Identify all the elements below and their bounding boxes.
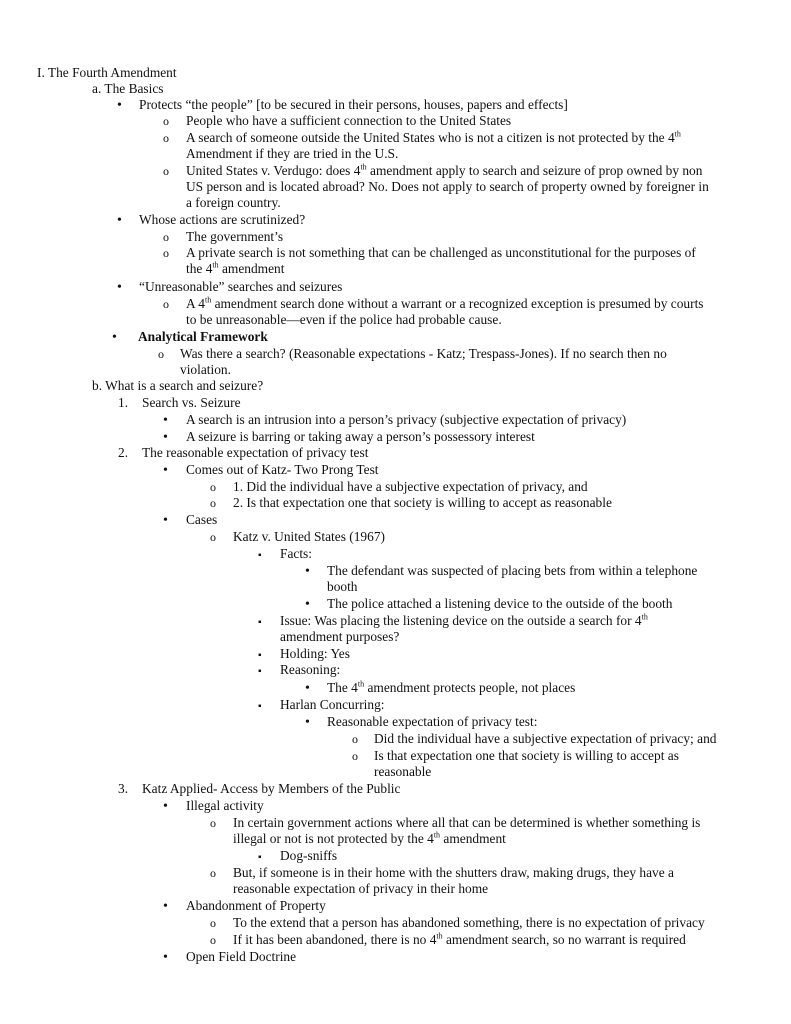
outline-item: If it has been abandoned, there is no 4th amendment search, so no warrant is required — [233, 931, 686, 947]
outline-item-cont: the 4th amendment — [186, 260, 285, 276]
circle-bullet-icon — [163, 113, 169, 129]
outline-item: Facts: — [280, 546, 312, 561]
list-number: 3. — [118, 781, 129, 796]
outline-item: The 4th amendment protects people, not places — [327, 679, 576, 695]
bullet-icon — [163, 898, 168, 915]
bullet-icon — [305, 714, 310, 731]
list-number: 2. — [118, 445, 129, 460]
circle-bullet-icon — [210, 865, 216, 881]
outline-item: A seizure is barring or taking away a person’s possessory interest — [186, 429, 535, 444]
bullet-icon — [163, 798, 168, 815]
outline-item: The defendant was suspected of placing bets from within a telephone — [327, 563, 698, 578]
bullet-icon — [305, 680, 310, 697]
square-bullet-icon — [258, 662, 262, 680]
subsection-heading: a. The Basics — [92, 81, 164, 96]
outline-item-cont: reasonable — [374, 764, 432, 779]
square-bullet-icon — [258, 848, 262, 866]
circle-bullet-icon — [352, 748, 358, 764]
square-bullet-icon — [258, 613, 262, 631]
square-bullet-icon — [258, 546, 262, 564]
outline-item: Protects “the people” [to be secured in their persons, houses, papers and effects] — [139, 97, 568, 112]
bullet-icon — [117, 279, 122, 296]
outline-item: Whose actions are scrutinized? — [139, 212, 306, 227]
bullet-icon — [163, 949, 168, 966]
outline-item: Search vs. Seizure — [142, 395, 241, 410]
bullet-icon — [163, 462, 168, 479]
subsection-heading: b. What is a search and seizure? — [92, 378, 264, 393]
bullet-icon — [112, 329, 117, 346]
outline-item: A search of someone outside the United States who is not a citizen is not protected by the 4th — [186, 129, 681, 145]
outline-item: “Unreasonable” searches and seizures — [139, 279, 343, 294]
outline-item: The government’s — [186, 229, 284, 244]
square-bullet-icon — [258, 697, 262, 715]
outline-item: United States v. Verdugo: does 4th amendment apply to search and seizure of prop owned by non — [186, 162, 703, 178]
outline-item-cont: Amendment if they are tried in the U.S. — [186, 146, 399, 161]
outline-item: Issue: Was placing the listening device on the outside a search for 4th — [280, 612, 648, 628]
outline-item: The reasonable expectation of privacy test — [142, 445, 369, 460]
bullet-icon — [163, 512, 168, 529]
outline-item: Open Field Doctrine — [186, 949, 297, 964]
list-number: 1. — [118, 395, 129, 410]
bullet-icon — [117, 97, 122, 114]
outline-item: But, if someone is in their home with the shutters draw, making drugs, they have a — [233, 865, 674, 880]
outline-item-cont: a foreign country. — [186, 195, 281, 210]
outline-item: 1. Did the individual have a subjective expectation of privacy, and — [233, 479, 588, 494]
outline-item: Did the individual have a subjective expectation of privacy; and — [374, 731, 717, 746]
outline-item-cont: to be unreasonable—even if the police had probable cause. — [186, 312, 502, 327]
outline-item-cont: violation. — [180, 362, 231, 377]
circle-bullet-icon — [163, 229, 169, 245]
outline-item: Katz v. United States (1967) — [233, 529, 385, 544]
outline-item: A private search is not something that can be challenged as unconstitutional for the purposes of — [186, 245, 696, 260]
circle-bullet-icon — [163, 245, 169, 261]
outline-item: Reasonable expectation of privacy test: — [327, 714, 538, 729]
outline-item: Comes out of Katz- Two Prong Test — [186, 462, 379, 477]
circle-bullet-icon — [210, 495, 216, 511]
outline-item: Abandonment of Property — [186, 898, 326, 913]
bullet-icon — [163, 412, 168, 429]
outline-item: A 4th amendment search done without a warrant or a recognized exception is presumed by courts — [186, 295, 704, 311]
outline-item-cont: amendment purposes? — [280, 629, 400, 644]
outline-item: The police attached a listening device to the outside of the booth — [327, 596, 673, 611]
circle-bullet-icon — [210, 479, 216, 495]
circle-bullet-icon — [352, 731, 358, 747]
bullet-icon — [163, 429, 168, 446]
outline-item-cont: illegal or not is not protected by the 4th amendment — [233, 830, 506, 846]
outline-item: A search is an intrusion into a person’s privacy (subjective expectation of privacy) — [186, 412, 627, 427]
bullet-icon — [117, 212, 122, 229]
outline-item: 2. Is that expectation one that society is willing to accept as reasonable — [233, 495, 612, 510]
circle-bullet-icon — [163, 163, 169, 179]
section-heading: I. The Fourth Amendment — [37, 65, 177, 80]
outline-item-bold: Analytical Framework — [138, 329, 268, 344]
circle-bullet-icon — [163, 130, 169, 146]
circle-bullet-icon — [210, 529, 216, 545]
outline-item: Illegal activity — [186, 798, 264, 813]
outline-item: Katz Applied- Access by Members of the Public — [142, 781, 401, 796]
outline-item: In certain government actions where all that can be determined is whether something is — [233, 815, 701, 830]
circle-bullet-icon — [210, 815, 216, 831]
circle-bullet-icon — [210, 932, 216, 948]
outline-item-cont: US person and is located abroad? No. Does not apply to search of property owned by foreigner in — [186, 179, 709, 194]
bullet-icon — [305, 596, 310, 613]
bullet-icon — [305, 563, 310, 580]
outline-item: People who have a sufficient connection to the United States — [186, 113, 512, 128]
outline-item: Harlan Concurring: — [280, 697, 385, 712]
outline-item: Was there a search? (Reasonable expectations - Katz; Trespass-Jones). If no search then no — [180, 346, 667, 361]
outline-item: To the extend that a person has abandoned something, there is no expectation of privacy — [233, 915, 705, 930]
outline-item: Reasoning: — [280, 662, 341, 677]
outline-item-cont: booth — [327, 579, 358, 594]
outline-item-cont: reasonable expectation of privacy in their home — [233, 881, 489, 896]
circle-bullet-icon — [163, 296, 169, 312]
outline-item: Is that expectation one that society is willing to accept as — [374, 748, 679, 763]
circle-bullet-icon — [210, 915, 216, 931]
outline-item: Holding: Yes — [280, 646, 350, 661]
outline-item: Dog-sniffs — [280, 848, 338, 863]
outline-item: Cases — [186, 512, 218, 527]
circle-bullet-icon — [158, 346, 164, 362]
